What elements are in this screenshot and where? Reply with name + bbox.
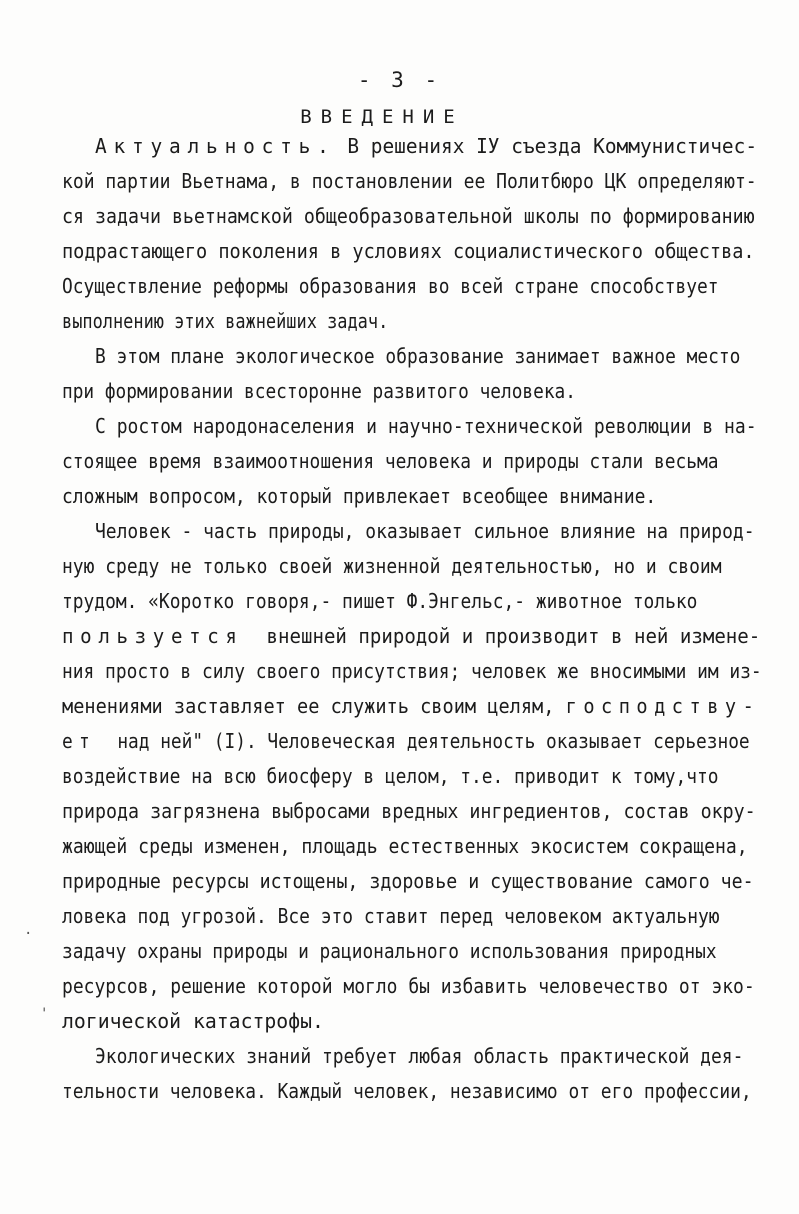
text-line: В этом плане экологическое образование занимает важное место [95,344,741,368]
text-line: ния просто в силу своего присутствия; человек же вносимыми им из- [62,659,762,683]
text-line: стоящее время взаимоотношения человека и природы стали весьма [62,449,719,473]
text-line: задачу охраны природы и рационального использования природных [62,939,717,963]
text-line: трудом. «Коротко говоря,- пишет Ф.Энгельс,- животное только [62,589,698,613]
spaced-emphasis: Актуальность. [95,134,336,158]
text-line: ную среду не только своей жизненной деятельностью, но и своим [62,554,722,578]
text-line: тельности человека. Каждый человек, независимо от его профессии, [62,1079,752,1103]
text-line: сложным вопросом, который привлекает всеобщее внимание. [62,484,657,508]
margin-mark: ' [40,1006,49,1022]
text-line: Осуществление реформы образования во всей стране способствует [62,274,719,298]
text-line: ловека под угрозой. Все это ставит перед человеком актуальную [62,904,720,928]
text-line: подрастающего поколения в условиях социалистического общества. [62,239,755,263]
text-line: ресурсов, решение которой могло бы избавить человечество от эко- [62,974,755,998]
text-line: природа загрязнена выбросами вредных ингредиентов, состав окру- [62,799,756,823]
text-line: выполнению этих важнейших задач. [62,309,389,333]
text-line: логической катастрофы. [62,1009,324,1033]
margin-mark: · [24,926,33,942]
spaced-emphasis: пользуется [62,624,244,648]
text-line: Актуальность. В решениях IУ съезда Коммунистичес- [95,134,758,158]
text-line: кой партии Вьетнама, в постановлении ее Политбюро ЦК определяют- [62,169,757,193]
text-line: природные ресурсы истощены, здоровье и существование самого че- [62,869,754,893]
text-line: пользуется внешней природой и производит в ней измене- [62,624,761,648]
section-heading: ВВЕДЕНИЕ [300,106,464,128]
text-line: при формировании всесторонне развитого человека. [62,379,576,403]
page-number: - 3 - [357,68,442,92]
text-line: С ростом народонаселения и научно-технической революции в на- [95,414,757,438]
spaced-emphasis: ет [62,729,96,753]
text-line: менениями заставляет ее служить своим целям, господству- [62,694,761,718]
text-line: Человек - часть природы, оказывает сильное влияние на природ- [95,519,755,543]
text-line: Экологических знаний требует любая область практической дея- [95,1044,744,1068]
text-line: воздействие на всю биосферу в целом, т.е. приводит к тому,что [62,764,719,788]
text-line: ет над ней" (I). Человеческая деятельность оказывает серьезное [62,729,750,753]
spaced-emphasis: господству- [565,694,761,718]
text-line: жающей среды изменен, площадь естественных экосистем сокращена, [62,834,748,858]
text-line: ся задачи вьетнамской общеобразовательной школы по формированию [62,204,755,228]
